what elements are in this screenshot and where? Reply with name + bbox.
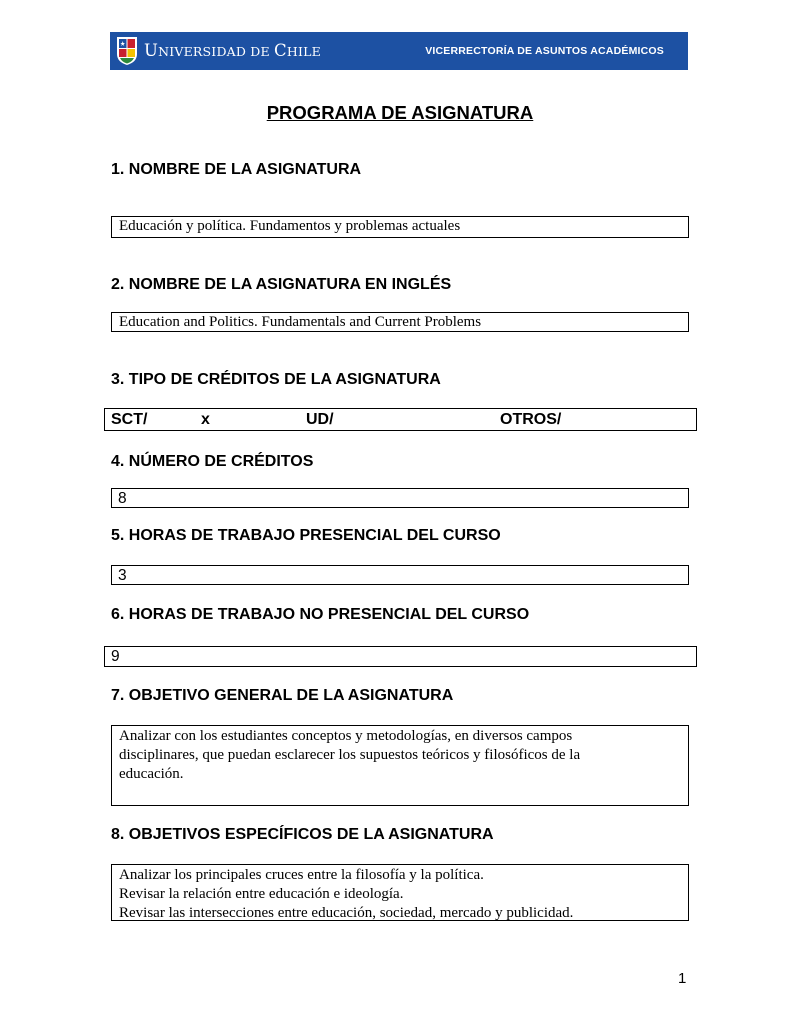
section-4-heading: 4. NÚMERO DE CRÉDITOS xyxy=(111,453,314,470)
section-6-heading: 6. HORAS DE TRABAJO NO PRESENCIAL DEL CURSO xyxy=(111,606,530,623)
section-1-heading: 1. NOMBRE DE LA ASIGNATURA xyxy=(111,161,362,178)
credit-type-sct-mark: x xyxy=(201,411,210,428)
section-1-value-box xyxy=(111,216,689,238)
section-7-value-box xyxy=(111,725,689,806)
section-3-heading: 3. TIPO DE CRÉDITOS DE LA ASIGNATURA xyxy=(111,371,441,388)
section-5-value-box xyxy=(111,565,689,585)
general-objective-line: educación. xyxy=(119,766,184,782)
section-4-value-box xyxy=(111,488,689,508)
credit-type-box xyxy=(104,408,697,431)
course-name-english-value: Education and Politics. Fundamentals and Current Problems xyxy=(119,314,482,330)
course-name-value: Educación y política. Fundamentos y problemas actuales xyxy=(119,218,461,234)
section-6-value-box xyxy=(104,646,697,667)
specific-objective-line: Analizar los principales cruces entre la filosofía y la política. xyxy=(119,867,484,883)
header-banner xyxy=(110,32,688,70)
university-seal-icon xyxy=(116,36,138,66)
general-objective-line: disciplinares, que puedan esclarecer los supuestos teóricos y filosóficos de la xyxy=(119,747,581,763)
vicerrectoria-label: VICERRECTORÍA DE ASUNTOS ACADÉMICOS xyxy=(425,45,664,57)
university-name: UNIVERSIDAD DE CHILE xyxy=(144,41,321,60)
credit-type-otros: OTROS/ xyxy=(500,411,562,428)
section-2-heading: 2. NOMBRE DE LA ASIGNATURA EN INGLÉS xyxy=(111,276,452,293)
section-7-heading: 7. OBJETIVO GENERAL DE LA ASIGNATURA xyxy=(111,687,454,704)
credit-type-sct: SCT/ xyxy=(111,411,148,428)
specific-objective-line: Revisar las intersecciones entre educación, sociedad, mercado y publicidad. xyxy=(119,905,574,921)
general-objective-line: Analizar con los estudiantes conceptos y metodologías, en diversos campos xyxy=(119,728,573,744)
section-8-heading: 8. OBJETIVOS ESPECÍFICOS DE LA ASIGNATURA xyxy=(111,826,494,843)
section-5-heading: 5. HORAS DE TRABAJO PRESENCIAL DEL CURSO xyxy=(111,527,501,544)
credits-value: 8 xyxy=(118,490,127,507)
specific-objective-line: Revisar la relación entre educación e ideología. xyxy=(119,886,404,902)
presential-hours-value: 3 xyxy=(118,567,127,584)
page-title: PROGRAMA DE ASIGNATURA xyxy=(266,102,534,123)
credit-type-ud: UD/ xyxy=(306,411,334,428)
page-number: 1 xyxy=(678,970,687,987)
non-presential-hours-value: 9 xyxy=(111,648,120,665)
section-2-value-box xyxy=(111,312,689,332)
section-8-value-box xyxy=(111,864,689,921)
